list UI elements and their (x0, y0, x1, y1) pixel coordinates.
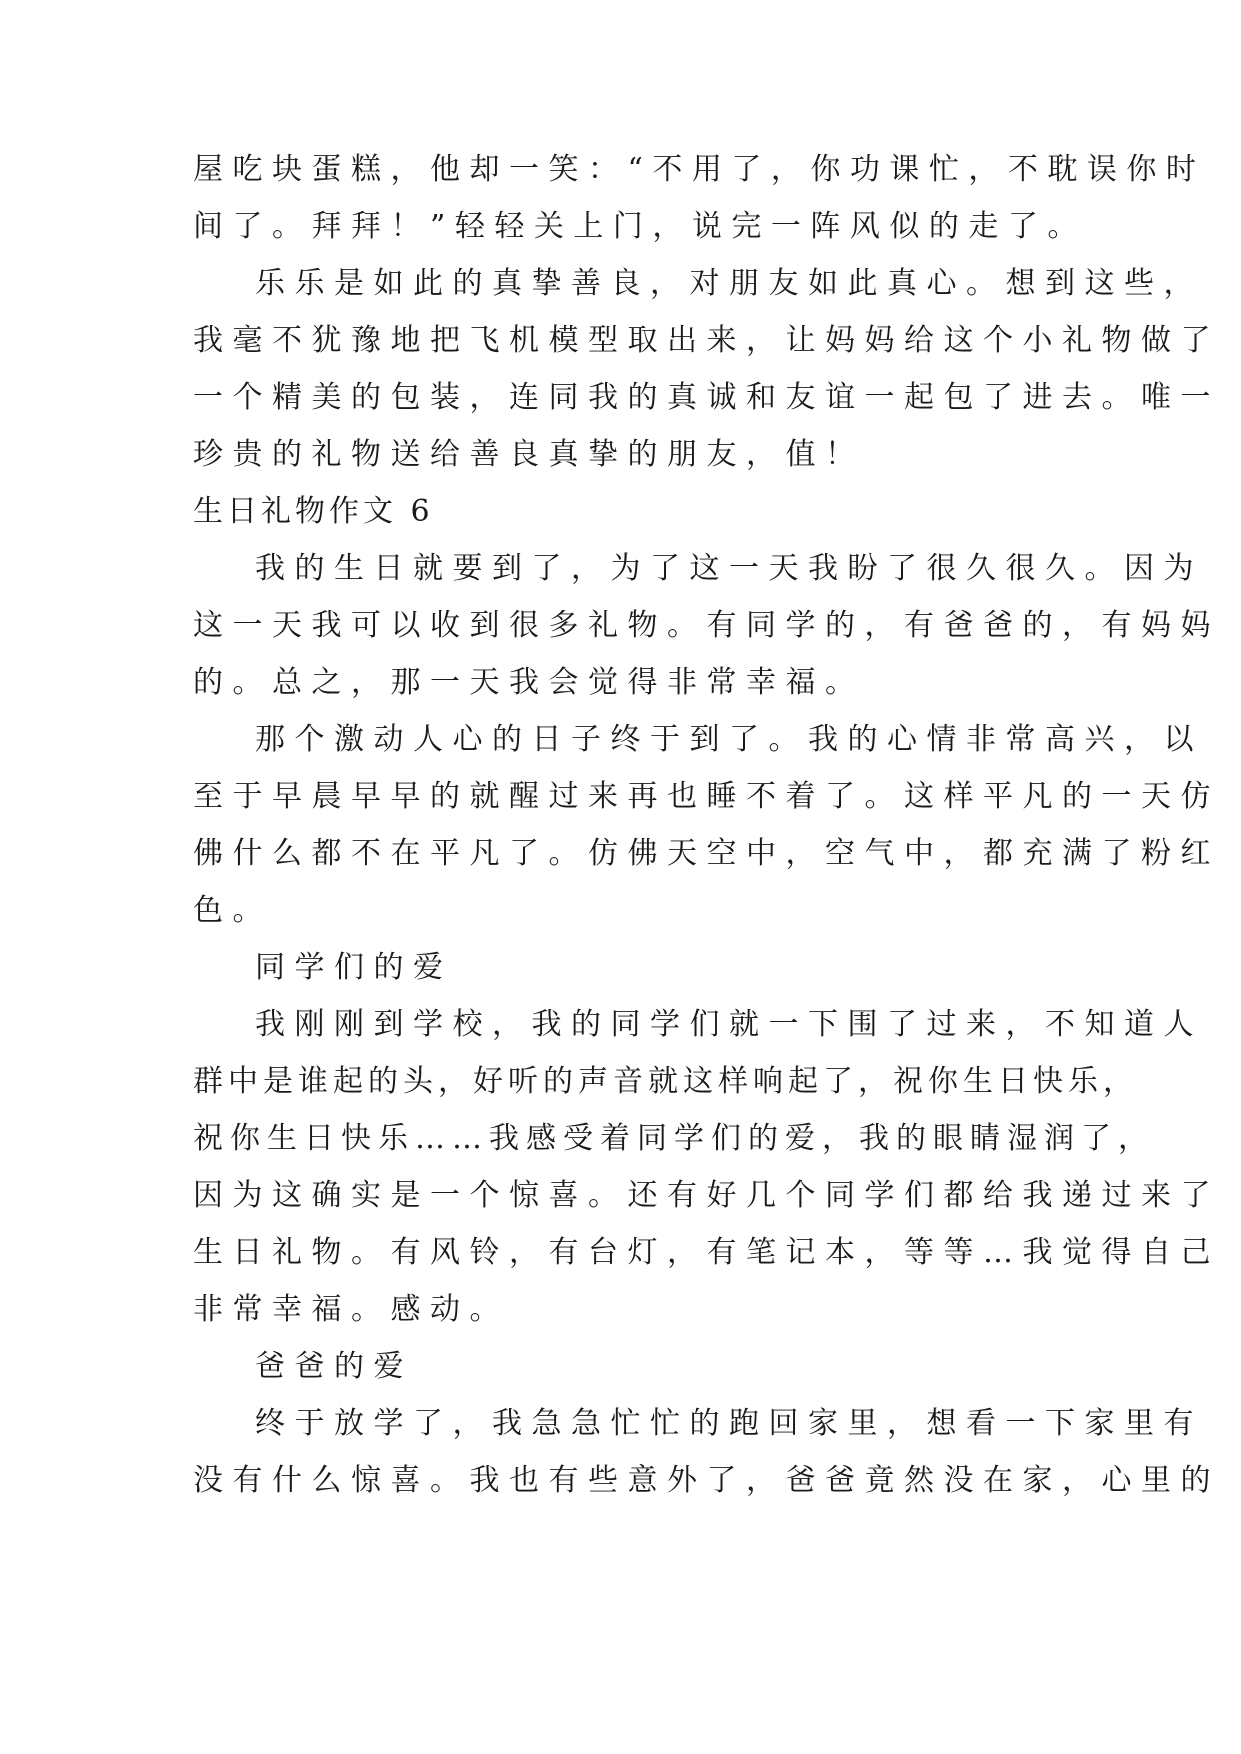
body-text-line: 因为这确实是一个惊喜。还有好几个同学们都给我递过来了 (193, 1178, 1220, 1213)
body-text-line: 生日礼物。有风铃，有台灯，有笔记本，等等…我觉得自己 (193, 1235, 1220, 1270)
body-text-line: 色。 (193, 893, 272, 928)
paragraph-first-line: 终于放学了，我急急忙忙的跑回家里，想看一下家里有 (255, 1406, 1203, 1441)
body-text-line: 群中是谁起的头，好听的声音就这样响起了，祝你生日快乐， (193, 1064, 1138, 1099)
body-text-line: 佛什么都不在平凡了。仿佛天空中，空气中，都充满了粉红 (193, 836, 1220, 871)
subheading: 爸爸的爱 (255, 1349, 413, 1384)
paragraph-first-line: 那个激动人心的日子终于到了。我的心情非常高兴，以 (255, 722, 1203, 757)
body-text-line: 屋吃块蛋糕，他却一笑：“不用了，你功课忙，不耽误你时 (193, 152, 1206, 187)
body-text-line: 没有什么惊喜。我也有些意外了，爸爸竟然没在家，心里的 (193, 1463, 1220, 1498)
body-text-line: 珍贵的礼物送给善良真挚的朋友，值！ (193, 437, 865, 472)
paragraph-first-line: 我的生日就要到了，为了这一天我盼了很久很久。因为 (255, 551, 1203, 586)
paragraph-first-line: 乐乐是如此的真挚善良，对朋友如此真心。想到这些， (255, 266, 1203, 301)
body-text-line: 非常幸福。感动。 (193, 1292, 509, 1327)
paragraph-first-line: 我刚刚到学校，我的同学们就一下围了过来，不知道人 (255, 1007, 1203, 1042)
body-text-line: 祝你生日快乐……我感受着同学们的爱，我的眼睛湿润了， (193, 1121, 1155, 1156)
body-text-line: 我毫不犹豫地把飞机模型取出来，让妈妈给这个小礼物做了 (193, 323, 1220, 358)
body-text-line: 的。总之，那一天我会觉得非常幸福。 (193, 665, 865, 700)
body-text-line: 这一天我可以收到很多礼物。有同学的，有爸爸的，有妈妈 (193, 608, 1220, 643)
body-text-line: 间了。拜拜！”轻轻关上门，说完一阵风似的走了。 (193, 209, 1087, 244)
body-text-line: 一个精美的包装，连同我的真诚和友谊一起包了进去。唯一 (193, 380, 1220, 415)
section-heading: 生日礼物作文 6 (193, 494, 434, 529)
body-text-line: 至于早晨早早的就醒过来再也睡不着了。这样平凡的一天仿 (193, 779, 1220, 814)
subheading: 同学们的爱 (255, 950, 453, 985)
